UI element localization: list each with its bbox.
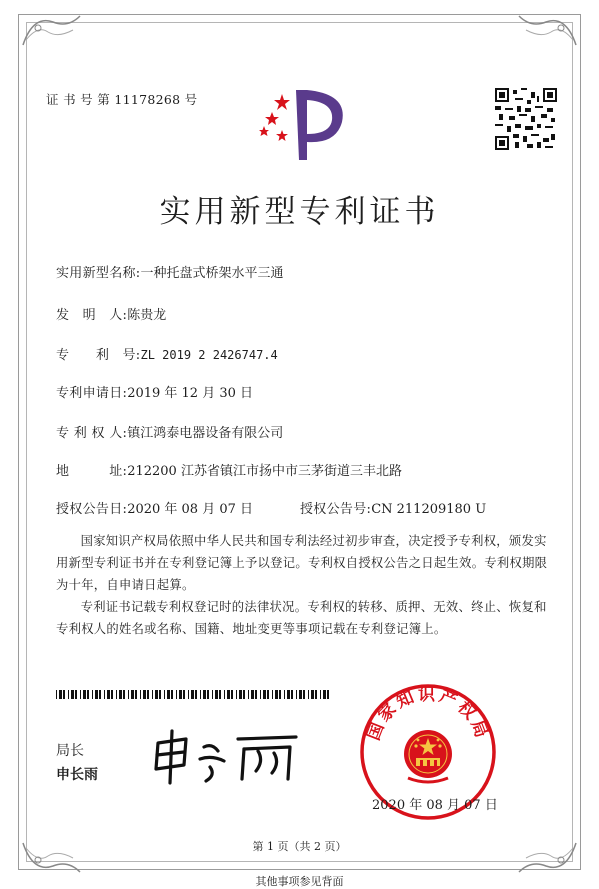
field-inventor — [56, 304, 166, 323]
director-title: 局长 — [56, 743, 84, 759]
patent-number-value: ZL 2019 2 2426747.4 — [140, 348, 278, 362]
field-filing-date — [56, 382, 253, 401]
certificate-title: 实用新型专利证书 — [159, 194, 440, 230]
seal-text: 国家知识产权局 — [363, 685, 493, 744]
qr-code-icon — [495, 88, 557, 150]
grant-number-value: CN 211209180 U — [371, 502, 487, 517]
page-info: 第 1 页（共 2 页） — [252, 840, 347, 853]
filing-date-label: 专利申请日: — [56, 386, 128, 401]
patentee-label: 专 利 权 人: — [56, 426, 128, 441]
utility-name-label: 实用新型名称: — [56, 266, 141, 281]
patentee-value: 镇江鸿泰电器设备有限公司 — [127, 426, 284, 441]
inventor-label: 发 明 人: — [56, 308, 128, 323]
address-value: 212200 江苏省镇江市扬中市三茅街道三丰北路 — [127, 464, 402, 479]
seal-date: 2020 年 08 月 07 日 — [372, 798, 498, 813]
barcode-icon — [56, 690, 334, 699]
field-address — [56, 460, 402, 479]
body-paragraph-2: 专利证书记载专利权登记时的法律状况。专利权的转移、质押、无效、终止、恢复和专利权人的姓名或名称、国籍、地址变更等事项记载在专利登记簿上。 — [56, 600, 547, 636]
certificate-number — [46, 90, 197, 108]
body-paragraph-1: 国家知识产权局依照中华人民共和国专利法经过初步审查，决定授予专利权，颁发实用新型专利证书并在专利登记簿上予以登记。专利权自授权公告之日起生效。专利权期限为十年，自申请日起算。 — [56, 534, 548, 592]
grant-date-value: 2020 年 08 月 07 日 — [127, 502, 254, 517]
field-grant-date — [56, 498, 253, 517]
footer-note: 其他事项参见背面 — [255, 875, 344, 888]
field-utility-name — [56, 262, 284, 281]
director-signature-icon — [140, 725, 315, 787]
address-label: 地 址: — [56, 464, 128, 479]
corner-ornament-top-right — [511, 10, 581, 50]
grant-number-label: 授权公告号: — [300, 502, 372, 517]
patent-number-label: 专 利 号: — [56, 348, 141, 363]
field-patent-number — [56, 344, 278, 363]
corner-ornament-top-left — [18, 10, 88, 50]
certificate-number-label: 证 书 号 第 — [46, 92, 111, 107]
cnipa-logo-icon — [252, 84, 352, 166]
filing-date-value: 2019 年 12 月 30 日 — [127, 386, 254, 401]
certificate-number-value: 11178268 — [114, 92, 181, 107]
director-name: 申长雨 — [56, 767, 98, 783]
grant-date-label: 授权公告日: — [56, 502, 128, 517]
inventor-value: 陈贵龙 — [127, 308, 167, 323]
utility-name-value: 一种托盘式桥架水平三通 — [140, 266, 284, 281]
field-patentee — [56, 422, 283, 441]
field-grant-number — [300, 498, 486, 517]
certificate-number-suffix: 号 — [184, 92, 198, 107]
